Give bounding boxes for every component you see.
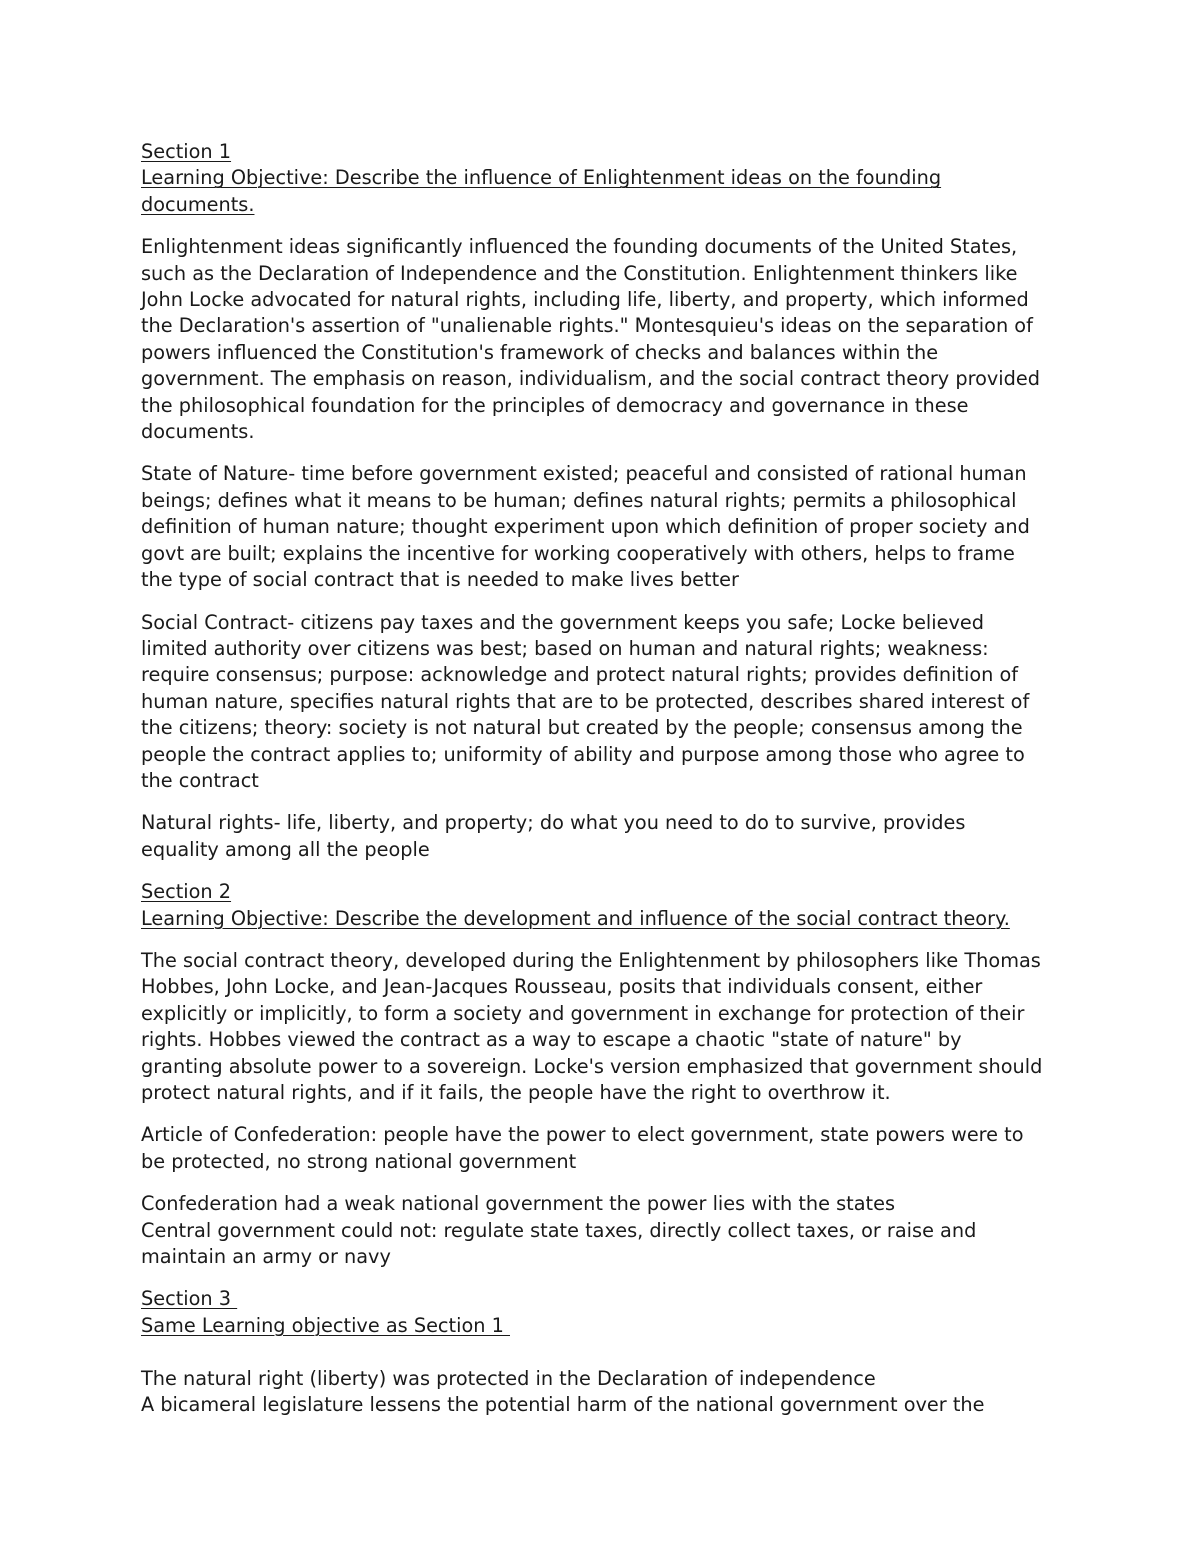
paragraph-line: the citizens; theory: society is not natural but created by the people; consensus among the <box>141 716 1023 740</box>
section-2-paragraph-social-contract-theory <box>141 948 1071 1106</box>
paragraph-line: powers influenced the Constitution's framework of checks and balances within the <box>141 340 939 364</box>
paragraph-line: protect natural rights, and if it fails, the people have the right to overthrow it. <box>141 1081 891 1104</box>
paragraph-line: documents. <box>141 420 255 444</box>
paragraph-line: people the contract applies to; uniformity of ability and purpose among those who agree to <box>141 742 1025 766</box>
section-2-paragraph-confederation <box>141 1191 1071 1270</box>
paragraph-line: such as the Declaration of Independence and the Constitution. Enlightenment thinkers like <box>141 261 1018 285</box>
paragraph-line: the contract <box>141 768 259 792</box>
paragraph-line: Enlightenment ideas significantly influenced the founding documents of the United States, <box>141 235 1018 259</box>
section-3 <box>141 1286 1071 1418</box>
paragraph-line: the Declaration's assertion of "unalienable rights." Montesquieu's ideas on the separation of <box>141 314 1033 338</box>
paragraph-line: The natural right (liberty) was protected in the Declaration of independence <box>141 1366 876 1390</box>
section-1-paragraph-state-of-nature <box>141 461 1071 593</box>
paragraph-line: government. The emphasis on reason, individualism, and the social contract theory provided <box>141 367 1040 391</box>
paragraph-line: the philosophical foundation for the principles of democracy and governance in these <box>141 393 969 417</box>
paragraph-line: require consensus; purpose: acknowledge and protect natural rights; provides definition of <box>141 663 1019 687</box>
section-1-objective-line: Learning Objective: Describe the influence of Enlightenment ideas on the founding <box>141 166 942 190</box>
paragraph-line: Natural rights- life, liberty, and property; do what you need to do to survive, provides <box>141 811 966 835</box>
paragraph-line: definition of human nature; thought experiment upon which definition of proper society and <box>141 515 1030 539</box>
paragraph-line: Article of Confederation: people have the power to elect government, state powers were to <box>141 1123 1024 1147</box>
section-2-heading: Section 2 <box>141 880 232 904</box>
paragraph-line: beings; defines what it means to be human; defines natural rights; permits a philosophical <box>141 488 1017 512</box>
section-1-objective-line: documents. <box>141 192 255 216</box>
section-1-paragraph-enlightenment <box>141 234 1071 445</box>
paragraph-line: govt are built; explains the incentive for working cooperatively with others, helps to frame <box>141 541 1015 565</box>
section-3-paragraph-natural-right <box>141 1366 1071 1419</box>
paragraph-line: granting absolute power to a sovereign. Locke's version emphasized that government should <box>141 1054 1043 1078</box>
section-1-paragraph-natural-rights <box>141 810 1071 863</box>
paragraph-line: The social contract theory, developed during the Enlightenment by philosophers like Thomas <box>141 948 1041 972</box>
paragraph-line: Social Contract- citizens pay taxes and the government keeps you safe; Locke believed <box>141 610 985 634</box>
paragraph-line: rights. Hobbes viewed the contract as a way to escape a chaotic "state of nature" by <box>141 1028 962 1052</box>
paragraph-line: be protected, no strong national government <box>141 1149 577 1173</box>
section-3-heading: Section 3 <box>141 1287 238 1311</box>
section-2-objective-line: Learning Objective: Describe the development and influence of the social contract theory. <box>141 906 1010 930</box>
paragraph-line: John Locke advocated for natural rights, including life, liberty, and property, which informed <box>141 288 1029 312</box>
paragraph-line: equality among all the people <box>141 837 430 861</box>
paragraph-line: maintain an army or navy <box>141 1245 391 1269</box>
section-2 <box>141 879 1071 1270</box>
paragraph-line: Central government could not: regulate state taxes, directly collect taxes, or raise and <box>141 1218 977 1242</box>
section-2-paragraph-articles <box>141 1122 1071 1175</box>
paragraph-line: limited authority over citizens was best; based on human and natural rights; weakness: <box>141 636 989 660</box>
document-body <box>141 139 1071 1418</box>
paragraph-line: A bicameral legislature lessens the potential harm of the national government over the <box>141 1393 985 1417</box>
paragraph-line: Hobbes, John Locke, and Jean-Jacques Rousseau, posits that individuals consent, either <box>141 975 983 999</box>
section-1-heading: Section 1 <box>141 140 232 163</box>
paragraph-line: explicitly or implicitly, to form a society and government in exchange for protection of their <box>141 1001 1025 1025</box>
section-1 <box>141 139 1071 863</box>
section-1-paragraph-social-contract <box>141 610 1071 795</box>
section-3-objective-line: Same Learning objective as Section 1 <box>141 1313 510 1337</box>
paragraph-line: Confederation had a weak national government the power lies with the states <box>141 1192 896 1216</box>
paragraph-line: the type of social contract that is needed to make lives better <box>141 568 739 592</box>
paragraph-line: human nature, specifies natural rights that are to be protected, describes shared interest of <box>141 689 1030 713</box>
paragraph-line: State of Nature- time before government existed; peaceful and consisted of rational human <box>141 462 1027 486</box>
